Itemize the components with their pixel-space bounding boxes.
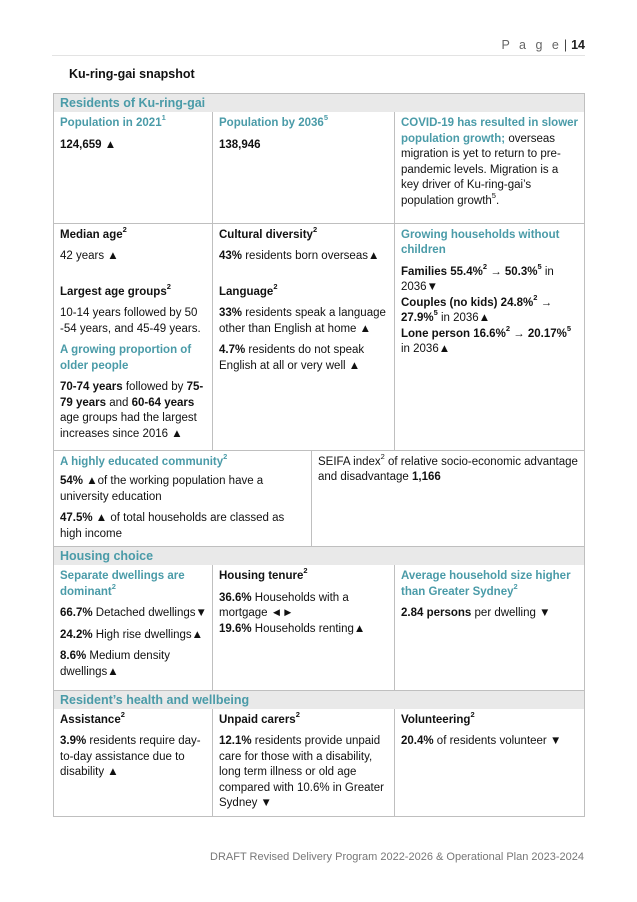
population-2036-label: Population by 2036 <box>219 117 324 129</box>
education-t1: ▲of the working population have a university education <box>60 475 264 503</box>
couples-arrow: → 27.9% <box>401 296 553 324</box>
lone-line <box>401 323 579 358</box>
older-b2: 75-79 years <box>60 381 204 409</box>
median-age-label: Median age <box>60 228 123 241</box>
seifa-value: 1,166 <box>412 471 441 483</box>
snapshot-table <box>53 93 585 817</box>
row-health <box>54 709 585 817</box>
seifa-text-2: of relative socio-economic advantage and disadvantage <box>318 455 578 483</box>
cultural-label: Cultural diversity <box>219 228 313 241</box>
families-label: Families 55.4% <box>401 265 483 278</box>
cell-avg-size <box>395 565 585 690</box>
population-2021-value: 124,659 ▲ <box>60 138 117 151</box>
covid-text: overseas migration is yet to return to pre-pandemic levels. Migration is a key driver of Ku-ring-gai’s population growth <box>401 132 561 207</box>
language-ref: 2 <box>273 281 278 291</box>
tenure-text-1 <box>219 591 389 622</box>
families-arrow: → 50.3% <box>487 265 538 278</box>
row-population <box>54 112 585 223</box>
covid-ref: 5 <box>491 190 496 200</box>
row-education <box>54 450 585 547</box>
tenure-text-2 <box>219 622 389 638</box>
section-title-housing: Housing choice <box>54 547 585 566</box>
cell-tenure <box>213 565 395 690</box>
lone-ref-1: 2 <box>505 323 510 333</box>
assistance-value <box>60 734 207 781</box>
separate-heading: Separate dwellings are dominant <box>60 570 185 598</box>
separate-b1: 66.7% <box>60 607 93 619</box>
avg-size-heading: Average household size higher than Greater Sydney <box>401 570 571 598</box>
separate-text-2 <box>60 628 207 644</box>
separate-text-1 <box>60 606 207 622</box>
lone-ref-2: 5 <box>566 323 572 333</box>
cell-population-2021 <box>54 112 213 223</box>
tenure-b2: 19.6% <box>219 622 252 635</box>
cell-covid <box>395 112 585 223</box>
section-title-health: Resident’s health and wellbeing <box>54 690 585 709</box>
volunteering-label: Volunteering <box>401 713 471 726</box>
education-text-1 <box>60 474 306 505</box>
families-ref-2: 5 <box>537 261 542 271</box>
page-number <box>501 38 585 52</box>
cultural-text: residents born overseas▲ <box>242 250 380 262</box>
assistance-ref: 2 <box>120 709 125 719</box>
education-t2: ▲ of total households are classed as high income <box>60 512 285 540</box>
carers-text: residents provide unpaid care for those with a disability, long term illness or old age compared with 10.6% in Greater Sydney ▼ <box>219 735 384 809</box>
older-text <box>60 380 207 442</box>
cell-separate <box>54 565 213 690</box>
couples-ref-1: 2 <box>533 292 538 302</box>
cell-carers <box>213 709 395 817</box>
tenure-t1: Households with a mortgage ◄► <box>219 591 349 619</box>
language-b2: 4.7% <box>219 344 246 356</box>
volunteering-text: of residents volunteer ▼ <box>433 735 562 747</box>
avg-size-value <box>401 606 579 622</box>
separate-b3: 8.6% <box>60 650 87 662</box>
cell-volunteering <box>395 709 585 817</box>
avg-size-bold: 2.84 persons <box>401 607 472 619</box>
older-heading: A growing proportion of older people <box>60 344 192 372</box>
covid-heading: COVID-19 has resulted in slower population growth; <box>401 117 579 145</box>
page-number-value: 14 <box>571 38 585 52</box>
population-2021-label: Population in 2021 <box>60 117 162 129</box>
cultural-bold: 43% <box>219 250 243 262</box>
language-label: Language <box>219 285 274 298</box>
tenure-ref: 2 <box>303 566 308 576</box>
older-b1: 70-74 years <box>60 381 123 393</box>
education-b1: 54% <box>60 475 84 487</box>
volunteering-value <box>401 734 579 750</box>
avg-size-text: per dwelling ▼ <box>471 607 551 619</box>
carers-ref: 2 <box>295 709 300 719</box>
older-t2: and <box>106 396 132 409</box>
separate-text-3 <box>60 649 207 680</box>
language-b1: 33% <box>219 307 243 319</box>
tenure-label: Housing tenure <box>219 570 304 582</box>
older-t1: followed by <box>122 381 187 393</box>
population-2036-value: 138,946 <box>219 138 261 151</box>
page-title: Ku-ring-gai snapshot <box>69 67 195 81</box>
section-header-health <box>54 690 585 709</box>
cell-education <box>54 450 312 547</box>
largest-age-value: 10-14 years followed by 50 -54 years, and 45-49 years. <box>60 307 201 335</box>
families-line <box>401 261 579 296</box>
carers-label: Unpaid carers <box>219 713 296 726</box>
tenure-b1: 36.6% <box>219 591 252 604</box>
seifa-ref: 2 <box>380 451 385 461</box>
couples-ref-2: 5 <box>433 308 438 318</box>
lone-arrow: → 20.17% <box>509 327 567 340</box>
language-t1: residents speak a language other than English at home ▲ <box>219 307 386 335</box>
cell-cultural <box>213 223 395 450</box>
cell-age <box>54 223 213 450</box>
volunteering-ref: 2 <box>470 709 475 719</box>
separate-t3: Medium density dwellings▲ <box>60 650 170 678</box>
separate-t1: Detached dwellings▼ <box>92 607 207 619</box>
cell-assistance <box>54 709 213 817</box>
language-t2: residents do not speak English at all or very well ▲ <box>219 344 365 372</box>
population-2021-ref: 1 <box>161 113 166 123</box>
cultural-value <box>219 249 389 265</box>
tenure-t2: Households renting▲ <box>251 622 366 635</box>
education-ref: 2 <box>223 451 228 461</box>
older-b3: 60-64 years <box>131 396 195 409</box>
language-text-2 <box>219 343 389 374</box>
households-heading: Growing households without children <box>401 228 560 256</box>
section-title-residents: Residents of Ku-ring-gai <box>54 94 585 113</box>
footer-text: DRAFT Revised Delivery Program 2022-2026 & Operational Plan 2023-2024 <box>210 851 584 863</box>
assistance-bold: 3.9% <box>60 735 87 747</box>
cell-seifa <box>312 450 585 547</box>
cell-households <box>395 223 585 450</box>
largest-age-label: Largest age groups <box>60 285 167 298</box>
separate-ref: 2 <box>111 581 116 591</box>
page-separator: | <box>563 38 568 52</box>
covid-end: . <box>495 194 500 207</box>
education-b2: 47.5% <box>60 512 93 524</box>
volunteering-bold: 20.4% <box>401 735 434 747</box>
population-2036-ref: 5 <box>323 113 328 123</box>
couples-text: in 2036▲ <box>437 312 491 324</box>
assistance-text: residents require day-to-day assistance due to disability ▲ <box>60 735 201 778</box>
lone-label: Lone person 16.6% <box>401 327 506 340</box>
cultural-ref: 2 <box>312 224 318 234</box>
couples-line <box>401 292 579 327</box>
page-word: P a g e <box>501 38 562 52</box>
median-age-value: 42 years ▲ <box>60 250 119 262</box>
education-text-2 <box>60 511 306 542</box>
separate-t2: High rise dwellings▲ <box>92 628 204 641</box>
section-header-housing <box>54 547 585 566</box>
header-rule <box>52 55 585 56</box>
education-heading: A highly educated community <box>60 455 224 468</box>
row-housing <box>54 565 585 690</box>
section-header-residents <box>54 94 585 113</box>
seifa-text-1: SEIFA index <box>318 455 381 468</box>
avg-size-ref: 2 <box>513 581 518 591</box>
median-age-ref: 2 <box>122 224 127 234</box>
lone-text: in 2036▲ <box>401 343 451 355</box>
separate-b2: 24.2% <box>60 628 93 641</box>
carers-value <box>219 734 389 812</box>
cell-population-2036 <box>213 112 395 223</box>
families-ref-1: 2 <box>482 261 487 271</box>
families-text: in 2036▼ <box>401 265 554 293</box>
carers-bold: 12.1% <box>219 735 252 747</box>
row-demographics <box>54 223 585 450</box>
older-t3: age groups had the largest increases since 2016 ▲ <box>60 412 197 440</box>
language-text-1 <box>219 306 389 337</box>
couples-label: Couples (no kids) 24.8% <box>401 296 534 309</box>
largest-age-ref: 2 <box>166 281 171 291</box>
assistance-label: Assistance <box>60 713 121 726</box>
